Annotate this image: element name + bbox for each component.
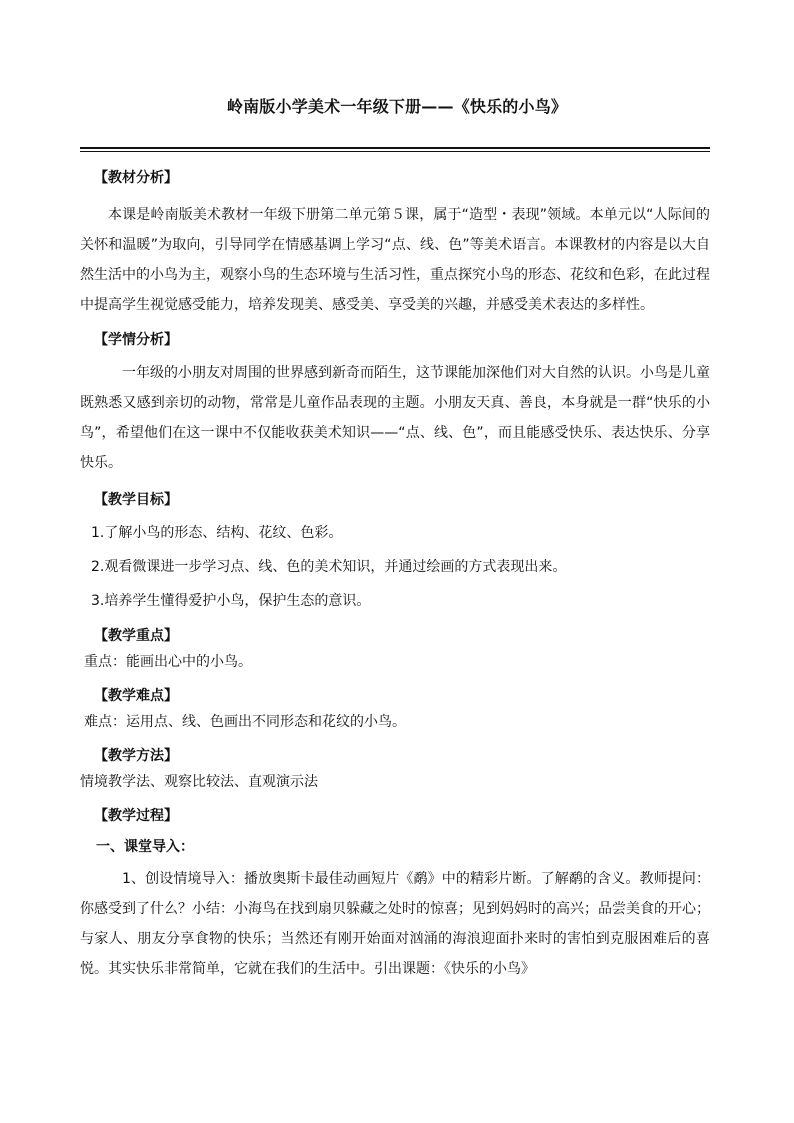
goal-item: 1.了解小鸟的形态、结构、花纹、色彩。: [91, 525, 343, 541]
section-key-point: [80, 624, 710, 676]
section-difficulty: [80, 684, 710, 736]
process-sub-heading: 一、课堂导入：: [96, 839, 194, 855]
section-textbook-analysis: [80, 166, 710, 320]
section-paragraph: 一年级的小朋友对周围的世界感到新奇而陌生，这节课能加深他们对大自然的认识。小鸟是儿童既熟悉又感到亲切的动物，常常是儿童作品表现的主题。小朋友天真、善良，本身就是一群“快乐的小鸟”，希望他们在这一课中不仅能收获美术知识——“点、线、色”，而且能感受快乐、表达快乐、分享快乐。: [80, 365, 710, 471]
goal-item: 2.观看微课进一步学习点、线、色的美术知识，并通过绘画的方式表现出来。: [91, 559, 567, 575]
document-body: [80, 166, 710, 984]
section-heading: 【教学重点】: [94, 628, 178, 644]
section-paragraph: 1、创设情境导入：播放奥斯卡最佳动画短片《鹬》中的精彩片断。了解鹬的含义。教师提问：你感受到了什么？小结：小海鸟在找到扇贝躲藏之处时的惊喜；见到妈妈时的高兴；品尝美食的开心；与家人、朋友分享食物的快乐；当然还有刚开始面对汹涌的海浪迎面扑来时的害怕到克服困难后的喜悦。其实快乐非常简单，它就在我们的生活中。引出课题：《快乐的小鸟》: [80, 871, 710, 977]
section-student-analysis: [80, 328, 710, 478]
title-rule-thin: [80, 151, 710, 152]
section-heading: 【教学过程】: [94, 808, 178, 824]
section-heading: 【教学目标】: [94, 492, 178, 508]
goal-item: 3.培养学生懂得爱护小鸟，保护生态的意识。: [91, 593, 371, 609]
section-teaching-goals: [80, 488, 710, 618]
section-heading: 【教学难点】: [94, 688, 178, 704]
section-process: [80, 804, 710, 984]
document-title: 岭南版小学美术一年级下册——《快乐的小鸟》: [226, 97, 568, 116]
section-line: 情境教学法、观察比较法、直观演示法: [80, 774, 318, 790]
section-line: 难点：运用点、线、色画出不同形态和花纹的小鸟。: [84, 714, 406, 730]
section-heading: 【教学方法】: [94, 748, 178, 764]
title-rule-thick: [80, 147, 710, 149]
section-line: 重点：能画出心中的小鸟。: [84, 654, 252, 670]
section-paragraph: 本课是岭南版美术教材一年级下册第二单元第５课，属于“造型・表现”领域。本单元以“人际间的关怀和温暖”为取向，引导同学在情感基调上学习“点、线、色”等美术语言。本课教材的内容是以大自然生活中的小鸟为主，观察小鸟的生态环境与生活习性，重点探究小鸟的形态、花纹和色彩，在此过程中提高学生视觉感受能力，培养发现美、感受美、享受美的兴趣，并感受美术表达的多样性。: [80, 207, 710, 313]
section-methods: [80, 744, 710, 796]
section-heading: 【教材分析】: [94, 170, 178, 186]
section-heading: 【学情分析】: [94, 332, 178, 348]
